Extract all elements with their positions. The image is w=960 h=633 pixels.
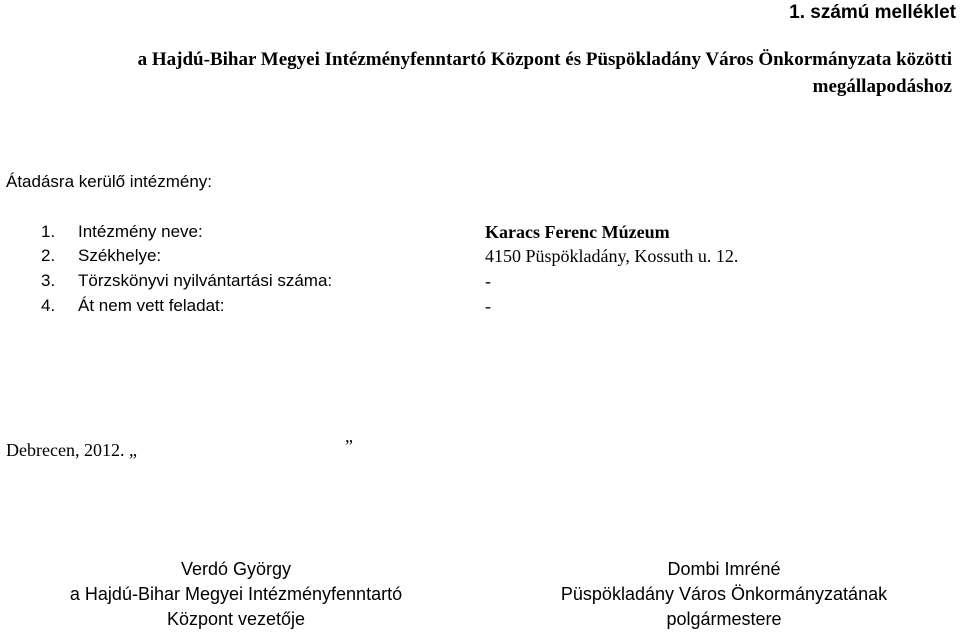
intro-heading: Átadásra kerülő intézmény: xyxy=(6,172,212,191)
agreement-title-line1: a Hajdú-Bihar Megyei Intézményfenntartó Központ és Püspökladány Város Önkormányzata közötti xyxy=(137,49,952,70)
item-value-seat: 4150 Püspökladány, Kossuth u. 12. xyxy=(485,246,739,266)
item-number: 1. xyxy=(41,222,56,241)
item-label-unassumed-task: Át nem vett feladat: xyxy=(78,296,225,315)
item-number: 3. xyxy=(41,271,56,290)
signatory-left-title: Központ vezetője xyxy=(166,609,306,629)
item-label-name: Intézmény neve: xyxy=(78,222,203,241)
item-label-seat: Székhelye: xyxy=(78,246,162,265)
item-label-registry-number: Törzskönyvi nyilvántartási száma: xyxy=(78,271,333,290)
signatory-right-title: polgármestere xyxy=(666,609,782,629)
signatory-left xyxy=(0,557,472,632)
agreement-title-line2: megállapodáshoz xyxy=(812,76,952,97)
signatory-right-org: Püspökladány Város Önkormányzatának xyxy=(560,584,888,604)
date-line: Debrecen, 2012. „ xyxy=(6,440,137,460)
item-value-name: Karacs Ferenc Múzeum xyxy=(485,222,670,242)
date-closing-quote: ” xyxy=(345,436,353,456)
signatory-right-name: Dombi Imréné xyxy=(667,559,781,579)
annex-title: 1. számú melléklet xyxy=(789,2,956,23)
signatory-left-org: a Hajdú-Bihar Megyei Intézményfenntartó xyxy=(69,584,403,604)
item-value-registry-number: - xyxy=(485,271,491,291)
signatory-right xyxy=(488,557,960,632)
item-value-unassumed-task: - xyxy=(485,296,491,316)
item-number: 4. xyxy=(41,296,56,315)
signatory-left-name: Verdó György xyxy=(180,559,292,579)
item-number: 2. xyxy=(41,246,56,265)
